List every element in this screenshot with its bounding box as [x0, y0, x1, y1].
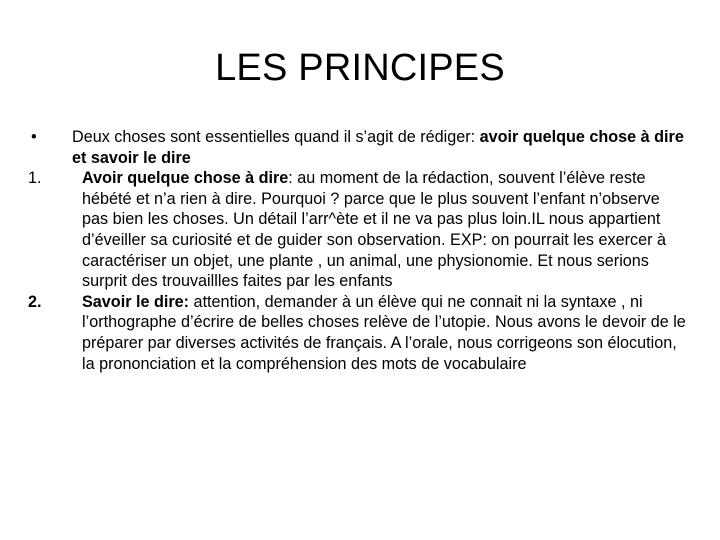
item-2-marker: 2.	[28, 292, 42, 311]
bullet-marker: •	[31, 128, 37, 146]
numbered-item-2	[28, 292, 688, 374]
slide-title: LES PRINCIPES	[215, 47, 505, 89]
item-1-text: : au moment de la rédaction, souvent l’élève reste hébété et n’a rien à dire. Pourquoi ? parce que le plus souvent l’enfant n’observe pas bien les choses. Un détail l’arr^ète et il ne va pas plus loin.IL nous appartient d’éveiller sa curiosité et de guider son observation. EXP: on pourrait les exercer à caractériser un objet, une plante , un animal, une physionomie. Et nous serions surprit des trouvaillles faites par les enfants	[82, 169, 666, 291]
item-1-marker: 1.	[28, 169, 42, 188]
slide-body	[28, 127, 688, 374]
item-2-text: attention, demander à un élève qui ne connait ni la syntaxe , ni l’orthographe d’écrire de belles choses relève de l’utopie. Nous avons le devoir de le préparer par diverses activités de français. A l’orale, nous corrigeons son élocution, la prononciation et la compréhension des mots de vocabulaire	[82, 292, 686, 373]
item-1-heading: Avoir quelque chose à dire	[82, 169, 289, 188]
bullet-bold-text: avoir quelque chose à dire et savoir le dire	[72, 128, 684, 167]
item-2-heading: Savoir le dire:	[82, 292, 190, 311]
bullet-text: Deux choses sont essentielles quand il s’agit de rédiger:	[72, 128, 480, 146]
numbered-item-1	[28, 168, 688, 292]
bullet-item	[28, 127, 688, 168]
